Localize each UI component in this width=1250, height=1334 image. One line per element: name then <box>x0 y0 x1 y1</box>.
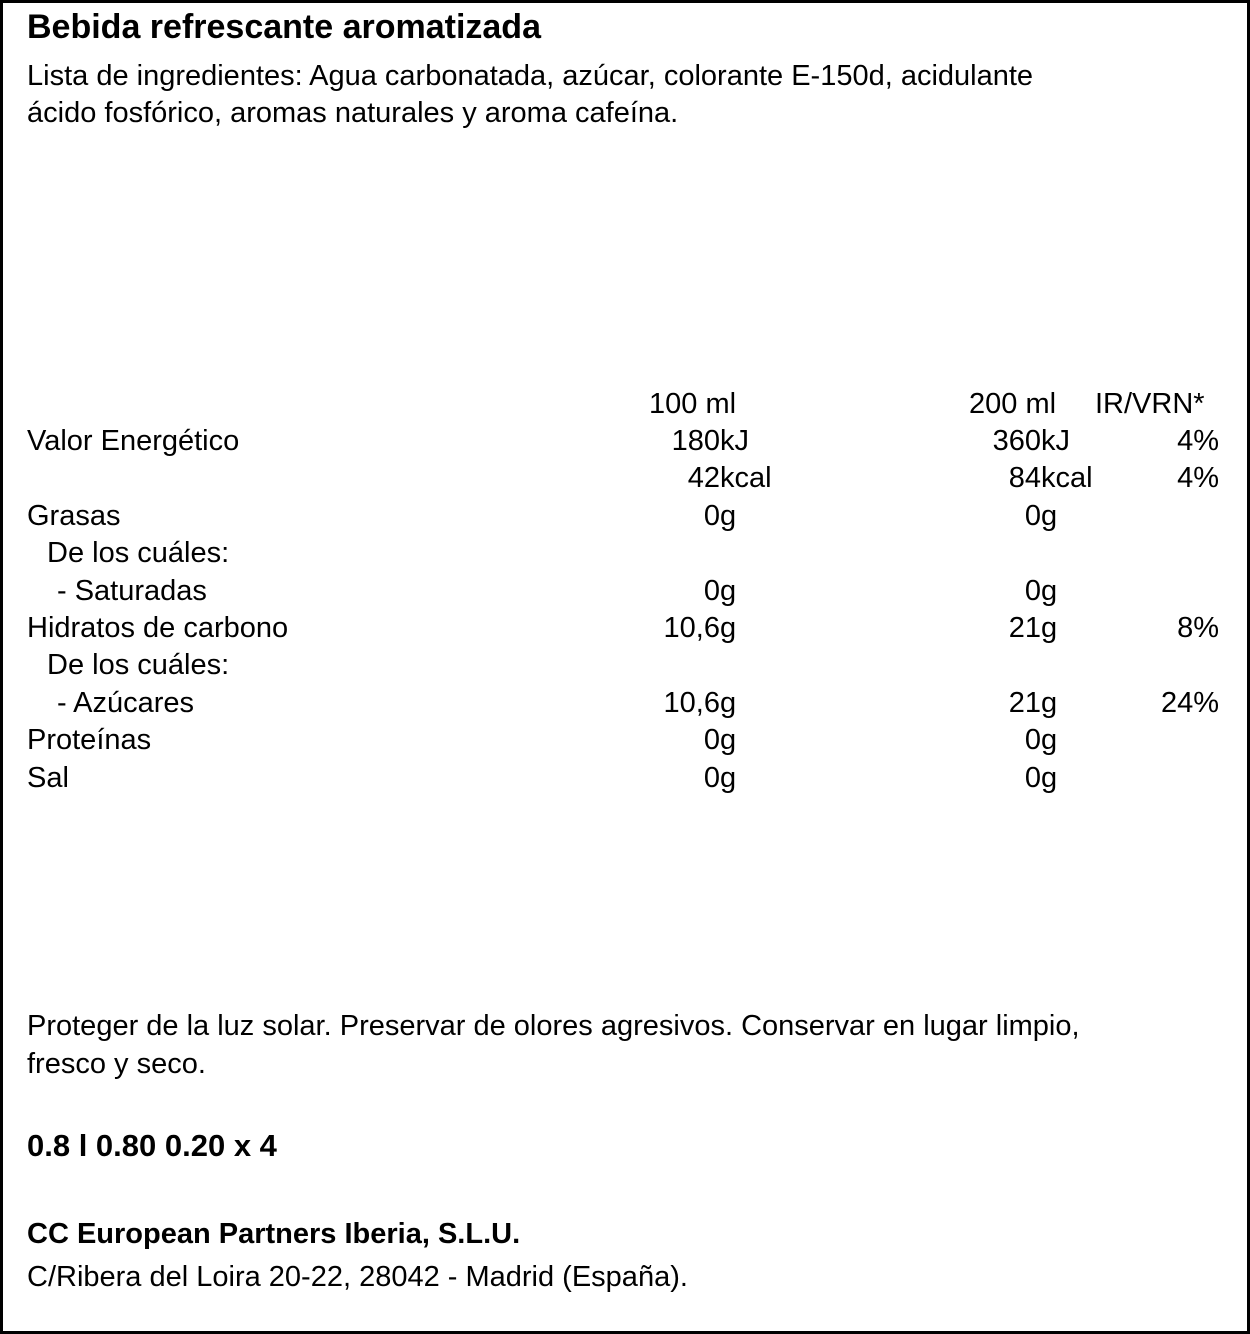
value-200ml-number: 84 <box>1008 462 1041 494</box>
value-200ml-unit: kcal <box>1041 462 1093 494</box>
value-200ml-number: 0 <box>1024 724 1041 756</box>
value-100ml-unit: g <box>720 575 737 607</box>
nutrient-label: De los cuáles: <box>47 649 230 681</box>
value-100ml-unit: g <box>720 687 737 719</box>
value-100ml-number: 10,6 <box>663 687 720 719</box>
value-200ml-unit: g <box>1041 612 1058 644</box>
value-200ml-unit: g <box>1041 724 1058 756</box>
nutrient-label: - Saturadas <box>57 575 207 607</box>
value-100ml-unit: kcal <box>720 462 772 494</box>
value-ir-vrn: 4% <box>1177 462 1219 494</box>
storage-line-1: Proteger de la luz solar. Preservar de olores agresivos. Conservar en lugar limpio, <box>27 1010 1080 1042</box>
nutrient-label: - Azúcares <box>57 687 194 719</box>
product-title: Bebida refrescante aromatizada <box>27 8 541 46</box>
value-200ml-unit: g <box>1041 762 1058 794</box>
company-name: CC European Partners Iberia, S.L.U. <box>27 1218 521 1250</box>
ingredients-line-2: ácido fosfórico, aromas naturales y aroma cafeína. <box>27 97 679 129</box>
value-200ml-unit: g <box>1041 687 1058 719</box>
value-100ml-number: 180 <box>671 425 720 457</box>
header-200ml: 200 ml <box>969 388 1057 420</box>
nutrient-label: Sal <box>27 762 69 794</box>
nutrient-label: Valor Energético <box>27 425 240 457</box>
value-200ml-unit: g <box>1041 575 1058 607</box>
value-ir-vrn: 8% <box>1177 612 1219 644</box>
value-200ml-number: 0 <box>1024 575 1041 607</box>
header-100ml: 100 ml <box>649 388 737 420</box>
value-100ml-number: 0 <box>703 762 720 794</box>
value-100ml-unit: kJ <box>720 425 749 457</box>
value-100ml-unit: g <box>720 724 737 756</box>
value-100ml-number: 42 <box>687 462 720 494</box>
value-100ml-number: 0 <box>703 500 720 532</box>
value-200ml-number: 0 <box>1024 762 1041 794</box>
value-200ml-unit: kJ <box>1041 425 1070 457</box>
company-address: C/Ribera del Loira 20-22, 28042 - Madrid (España). <box>27 1261 688 1293</box>
nutrient-label: Hidratos de carbono <box>27 612 289 644</box>
value-100ml-number: 0 <box>703 724 720 756</box>
value-100ml-unit: g <box>720 762 737 794</box>
value-ir-vrn: 4% <box>1177 425 1219 457</box>
value-200ml-number: 21 <box>1008 687 1041 719</box>
value-100ml-unit: g <box>720 612 737 644</box>
value-ir-vrn: 24% <box>1160 687 1219 719</box>
nutrient-label: Proteínas <box>27 724 152 756</box>
nutrient-label: Grasas <box>27 500 121 532</box>
value-100ml-number: 0 <box>703 575 720 607</box>
value-200ml-number: 0 <box>1024 500 1041 532</box>
storage-line-2: fresco y seco. <box>27 1048 206 1080</box>
value-200ml-unit: g <box>1041 500 1058 532</box>
nutrient-label: De los cuáles: <box>47 537 230 569</box>
header-ir-vrn: IR/VRN* <box>1095 388 1205 420</box>
value-100ml-unit: g <box>720 500 737 532</box>
value-200ml-number: 21 <box>1008 612 1041 644</box>
ingredients-line-1: Lista de ingredientes: Agua carbonatada, azúcar, colorante E-150d, acidulante <box>27 60 1034 92</box>
value-100ml-number: 10,6 <box>663 612 720 644</box>
value-200ml-number: 360 <box>992 425 1041 457</box>
volume-info: 0.8 l 0.80 0.20 x 4 <box>27 1128 277 1163</box>
